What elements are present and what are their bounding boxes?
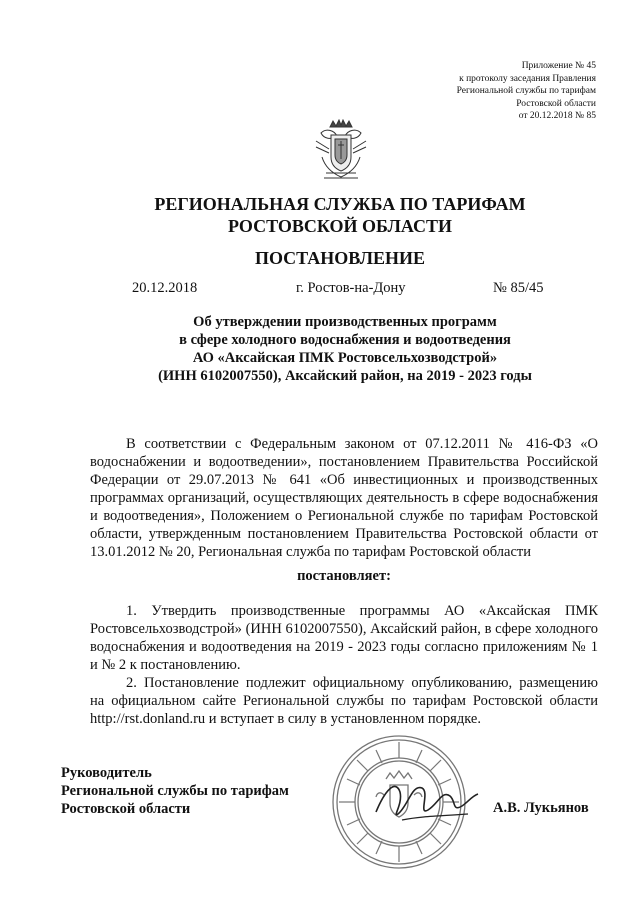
document-date: 20.12.2018 (132, 280, 198, 296)
document-type: ПОСТАНОВЛЕНИЕ (254, 248, 426, 268)
document-city: г. Ростов-на-Дону (296, 280, 406, 296)
document-number: № 85/45 (493, 280, 544, 296)
appendix-line: Ростовской области (516, 98, 596, 109)
document-subject (90, 313, 600, 385)
signatory-title-line: Ростовской области (61, 801, 191, 817)
signatory-name: А.В. Лукьянов (493, 800, 589, 816)
preamble-paragraph: В соответствии с Федеральным законом от 07.12.2011 № 416-ФЗ «О водоснабжении и водоотведении», постановлением Правительства Российской Федерации от 29.07.2013 № 641 «Об инвестиционных и производственных программах организаций, осуществляющих деятельность в сфере водоснабжения и водоотведения», Положением о Региональной службе по тарифам Ростовской области, утвержденным постановлением Правительства Ростовской области от 13.01.2012 № 20, Региональная служба по тарифам Ростовской области (90, 436, 598, 560)
subject-line: Об утверждении производственных программ (193, 314, 497, 330)
appendix-line: к протоколу заседания Правления (459, 73, 596, 84)
appendix-note (376, 60, 596, 123)
organization-name (40, 193, 640, 237)
signatory-title (61, 764, 289, 818)
coat-of-arms-icon (312, 119, 370, 183)
org-line: РОСТОВСКОЙ ОБЛАСТИ (228, 216, 452, 236)
appendix-line: Приложение № 45 (521, 61, 596, 71)
decree-word: постановляет: (297, 568, 391, 584)
subject-line: в сфере холодного водоснабжения и водоотведения (179, 332, 511, 348)
appendix-line: от 20.12.2018 № 85 (518, 111, 596, 121)
subject-line: АО «Аксайская ПМК Ростовсельхозводстрой» (192, 350, 498, 366)
signatory-title-line: Руководитель (61, 765, 152, 781)
appendix-line: Региональной службы по тарифам (456, 86, 596, 96)
org-line: РЕГИОНАЛЬНАЯ СЛУЖБА ПО ТАРИФАМ (154, 194, 526, 214)
signatory-title-line: Региональной службы по тарифам (61, 783, 289, 799)
decree-item-2: 2. Постановление подлежит официальному опубликованию, размещению на официальном сайте Региональной службы по тарифам Ростовской области http://rst.donland.ru и вступает в силу в установленном порядке. (90, 675, 598, 727)
decree-item-1: 1. Утвердить производственные программы АО «Аксайская ПМК Ростовсельхозводстрой» (ИНН 6102007550), Аксайский район, в сфере холодного водоснабжения и водоотведения на 2019 - 2023 годы согласно приложениям № 1 и № 2 к постановлению. (90, 603, 598, 673)
handwritten-signature (372, 770, 482, 830)
subject-line: (ИНН 6102007550), Аксайский район, на 2019 - 2023 годы (158, 368, 532, 384)
